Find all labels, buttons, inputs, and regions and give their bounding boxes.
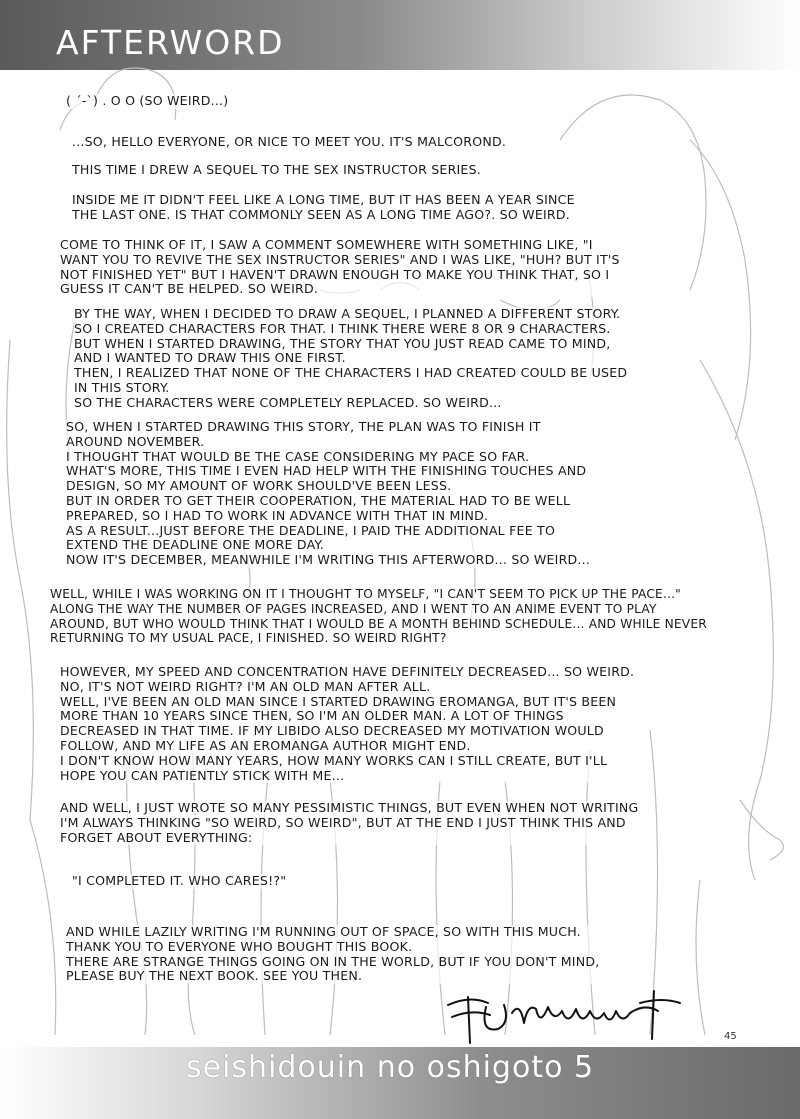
text-line: GUESS IT CAN'T BE HELPED. SO WEIRD. [60,281,319,297]
text-line: EXTEND THE DEADLINE ONE MORE DAY. [66,537,324,553]
text-line: THE LAST ONE. IS THAT COMMONLY SEEN AS A LONG TIME AGO?. SO WEIRD. [72,206,570,222]
text-line: AROUND NOVEMBER. [66,433,205,449]
afterword-paragraph-11 [66,925,599,984]
text-line: HOPE YOU CAN PATIENTLY STICK WITH ME... [60,767,345,783]
text-line: "I COMPLETED IT. WHO CARES!?" [72,873,287,888]
afterword-paragraph-5 [74,307,627,411]
text-line: NOW IT'S DECEMBER, MEANWHILE I'M WRITING THIS AFTERWORD... SO WEIRD... [66,552,591,568]
text-line: BUT WHEN I STARTED DRAWING, THE STORY THAT YOU JUST READ CAME TO MIND, [74,335,611,351]
afterword-emote [66,94,228,109]
text-line: THEN, I REALIZED THAT NONE OF THE CHARACTERS I HAD CREATED COULD BE USED [74,365,628,381]
afterword-paragraph-8 [60,665,634,783]
text-line: MORE THAN 10 YEARS SINCE THEN, SO I'M AN OLDER MAN. A LOT OF THINGS [60,708,564,724]
text-line: THANK YOU TO EVERYONE WHO BOUGHT THIS BOOK. [66,938,413,954]
text-line: DECREASED IN THAT TIME. IF MY LIBIDO ALSO DECREASED MY MOTIVATION WOULD [60,723,604,739]
text-line: I DON'T KNOW HOW MANY YEARS, HOW MANY WORKS CAN I STILL CREATE, BUT I'LL [60,752,608,768]
text-line: AROUND, BUT WHO WOULD THINK THAT I WOULD BE A MONTH BEHIND SCHEDULE... AND WHILE NEVER [50,616,707,631]
text-line: FOLLOW, AND MY LIFE AS AN EROMANGA AUTHOR MIGHT END. [60,737,471,753]
text-line: NOT FINISHED YET" BUT I HAVEN'T DRAWN ENOUGH TO MAKE YOU THINK THAT, SO I [60,266,610,282]
afterword-paragraph-7 [50,587,707,646]
page-number: 45 [724,1031,737,1042]
text-line: WELL, I'VE BEEN AN OLD MAN SINCE I STARTED DRAWING EROMANGA, BUT IT'S BEEN [60,693,617,709]
afterword-paragraph-10 [72,874,286,889]
text-line: THIS TIME I DREW A SEQUEL TO THE SEX INSTRUCTOR SERIES. [72,162,481,177]
text-line: ALONG THE WAY THE NUMBER OF PAGES INCREASED, AND I WENT TO AN ANIME EVENT TO PLAY [50,601,657,616]
text-line: SO THE CHARACTERS WERE COMPLETELY REPLACED. SO WEIRD... [74,394,502,410]
text-line: PREPARED, SO I HAD TO WORK IN ADVANCE WITH THAT IN MIND. [66,507,489,523]
page-title: AFTERWORD [56,23,285,62]
text-line: FORGET ABOUT EVERYTHING: [60,829,253,845]
text-line: I'M ALWAYS THINKING "SO WEIRD, SO WEIRD", BUT AT THE END I JUST THINK THIS AND [60,814,626,830]
text-line: BY THE WAY, WHEN I DECIDED TO DRAW A SEQUEL, I PLANNED A DIFFERENT STORY. [74,306,621,321]
text-line: PLEASE BUY THE NEXT BOOK. SEE YOU THEN. [66,968,363,984]
text-line: COME TO THINK OF IT, I SAW A COMMENT SOMEWHERE WITH SOMETHING LIKE, "I [60,237,593,252]
afterword-paragraph-1 [72,135,506,150]
text-line: AND I WANTED TO DRAW THIS ONE FIRST. [74,350,346,366]
afterword-paragraph-9 [60,801,638,845]
text-line: AND WHILE LAZILY WRITING I'M RUNNING OUT OF SPACE, SO WITH THIS MUCH. [66,924,581,939]
text-line: IN THIS STORY. [74,379,170,395]
text-line: WANT YOU TO REVIVE THE SEX INSTRUCTOR SERIES" AND I WAS LIKE, "HUH? BUT IT'S [60,251,620,267]
text-line: RETURNING TO MY USUAL PACE, I FINISHED. SO WEIRD RIGHT? [50,631,447,646]
afterword-paragraph-2 [72,163,481,178]
text-line: INSIDE ME IT DIDN'T FEEL LIKE A LONG TIME, BUT IT HAS BEEN A YEAR SINCE [72,192,575,207]
afterword-paragraph-6 [66,420,590,568]
text-line: ...SO, HELLO EVERYONE, OR NICE TO MEET YOU. IT'S MALCOROND. [72,134,507,149]
text-line: NO, IT'S NOT WEIRD RIGHT? I'M AN OLD MAN AFTER ALL. [60,678,431,694]
text-line: AND WELL, I JUST WROTE SO MANY PESSIMISTIC THINGS, BUT EVEN WHEN NOT WRITING [60,800,639,815]
footer-title: seishidouin no oshigoto 5 [186,1050,595,1085]
text-line: SO I CREATED CHARACTERS FOR THAT. I THINK THERE WERE 8 OR 9 CHARACTERS. [74,320,611,336]
text-line: THERE ARE STRANGE THINGS GOING ON IN THE WORLD, BUT IF YOU DON'T MIND, [66,953,600,969]
text-line: DESIGN, SO MY AMOUNT OF WORK SHOULD'VE BEEN LESS. [66,478,452,494]
text-line: I THOUGHT THAT WOULD BE THE CASE CONSIDERING MY PACE SO FAR. [66,448,530,464]
afterword-paragraph-3 [72,193,575,223]
text-line: SO, WHEN I STARTED DRAWING THIS STORY, THE PLAN WAS TO FINISH IT [66,419,541,434]
text-line: ( ´-`) . O O (SO WEIRD...) [66,93,229,108]
text-line: WELL, WHILE I WAS WORKING ON IT I THOUGHT TO MYSELF, "I CAN'T SEEM TO PICK UP THE PACE..." [50,587,681,601]
text-line: HOWEVER, MY SPEED AND CONCENTRATION HAVE DEFINITELY DECREASED... SO WEIRD. [60,664,635,679]
signature [440,983,690,1055]
text-line: AS A RESULT...JUST BEFORE THE DEADLINE, I PAID THE ADDITIONAL FEE TO [66,522,556,538]
afterword-paragraph-4 [60,238,620,297]
text-line: BUT IN ORDER TO GET THEIR COOPERATION, THE MATERIAL HAD TO BE WELL [66,492,571,508]
text-line: WHAT'S MORE, THIS TIME I EVEN HAD HELP WITH THE FINISHING TOUCHES AND [66,463,587,479]
